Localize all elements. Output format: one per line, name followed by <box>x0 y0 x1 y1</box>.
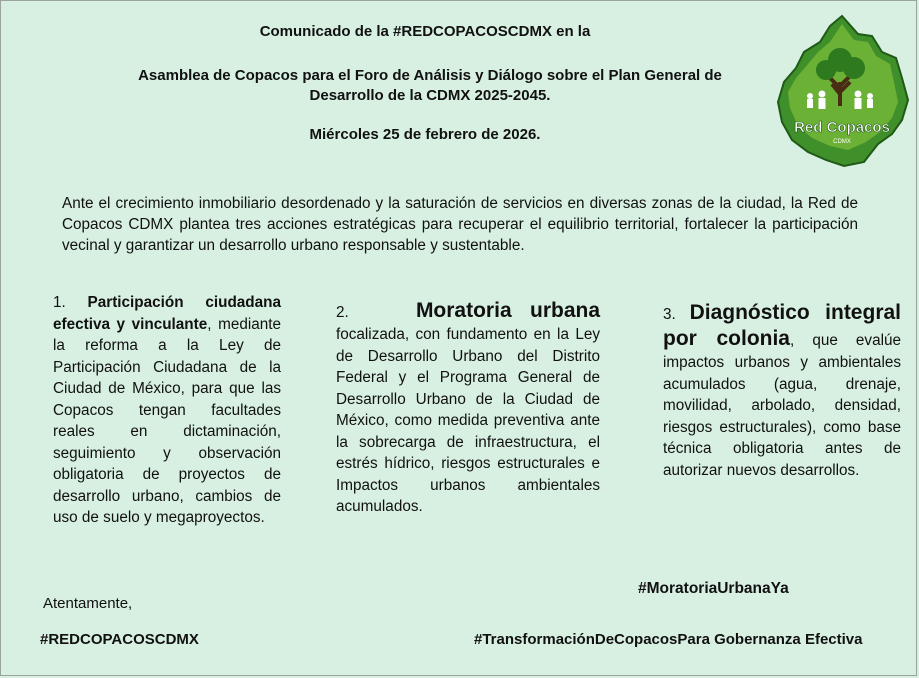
point-3-body: , que evalúe impactos urbanos y ambientales acumulados (agua, drenaje, movilidad, arbolado, densidad, riesgos estructurales), como base técnica obligatoria antes de autorizar nuevos desarrollos. <box>663 332 901 479</box>
intro-paragraph: Ante el crecimiento inmobiliario desordenado y la saturación de servicios en diversas zonas de la ciudad, la Red de Copacos CDMX plantea tres acciones estratégicas para recuperar el equilibrio territorial, fortalecer la participación vecinal y garantizar un desarrollo urbano responsable y sustentable. <box>62 195 858 254</box>
point-1-body: , mediante la reforma a la Ley de Participación Ciudadana de la Ciudad de México, para que las Copacos tengan facultades reales en dictaminación, seguimiento y observación obligatoria de proyectos de desarrollo urbano, cambios de uso de suelo y megaproyectos. <box>53 315 282 526</box>
point-1-number: 1. <box>53 294 66 311</box>
logo-subtext: CDMX <box>833 139 851 145</box>
hashtag-gobernanza: #TransformaciónDeCopacosPara Gobernanza Efectiva <box>474 631 863 648</box>
point-3-title: Diagnóstico integral por colonia <box>663 301 901 350</box>
header-line-2b: Desarrollo de la CDMX 2025-2045. <box>309 87 551 104</box>
point-1 <box>53 292 281 529</box>
red-copacos-logo <box>774 12 910 170</box>
hashtag-moratoria: #MoratoriaUrbanaYa <box>638 580 789 597</box>
header-line-2 <box>80 66 780 106</box>
point-2 <box>336 298 600 518</box>
point-2-title: Moratoria urbana <box>415 299 601 322</box>
point-3-number: 3. <box>663 306 676 323</box>
header-line-2a: Asamblea de Copacos para el Foro de Análisis y Diálogo sobre el Plan General de <box>138 67 722 84</box>
logo-text: Red Copacos <box>794 119 890 136</box>
point-2-number: 2. <box>336 304 349 321</box>
closing-text: Atentamente, <box>43 595 133 612</box>
header-date: Miércoles 25 de febrero de 2026. <box>309 126 541 143</box>
point-3 <box>663 300 901 481</box>
point-1-title: Participación ciudadana efectiva y vinculante <box>53 294 282 333</box>
header-line-1: Comunicado de la #REDCOPACOSCDMX en la <box>259 23 591 40</box>
point-2-body: focalizada, con fundamento en la Ley de Desarrollo Urbano del Distrito Federal y el Programa General de Desarrollo Urbano de la Ciudad de México, como medida preventiva ante la sobrecarga de infraestructura, el estrés hídrico, riesgos estructurales e Impactos urbanos ambientales acumulados. <box>336 326 600 515</box>
hashtag-org: #REDCOPACOSCDMX <box>40 631 199 648</box>
